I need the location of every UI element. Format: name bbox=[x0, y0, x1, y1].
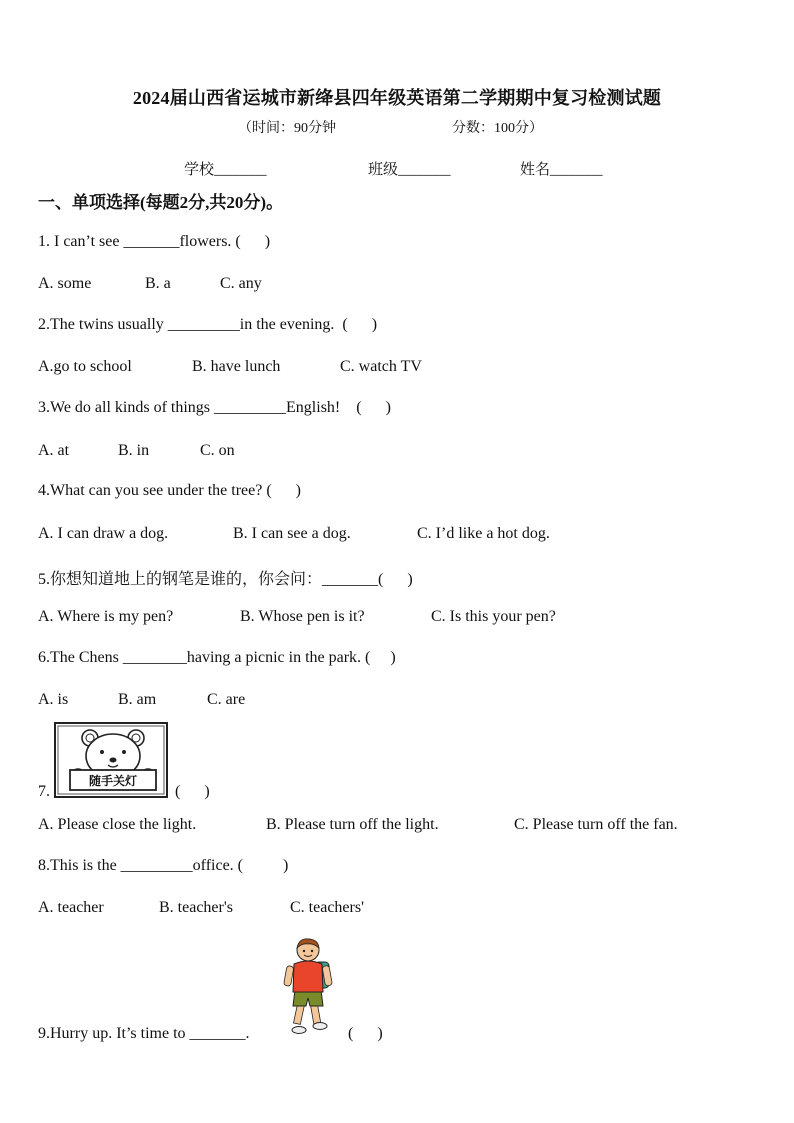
q4-option-b: B. I can see a dog. bbox=[233, 525, 351, 542]
q2-option-b: B. have lunch bbox=[192, 358, 281, 375]
q3-option-c: C. on bbox=[200, 442, 235, 459]
q1-option-b: B. a bbox=[145, 275, 171, 292]
question-7: 7. bbox=[38, 783, 50, 800]
q7-option-b: B. Please turn off the light. bbox=[266, 816, 439, 833]
turn-off-light-sign-image bbox=[54, 722, 168, 798]
q1-option-a: A. some bbox=[38, 275, 92, 292]
q6-option-c: C. are bbox=[207, 691, 246, 708]
question-9: 9.Hurry up. It’s time to _______. bbox=[38, 1025, 250, 1042]
q5-option-c: C. Is this your pen? bbox=[431, 608, 556, 625]
q3-option-a: A. at bbox=[38, 442, 70, 459]
q1-option-c: C. any bbox=[220, 275, 262, 292]
question-3: 3.We do all kinds of things _________English! ( ) bbox=[38, 399, 391, 416]
time-info: （时间：90分钟 bbox=[238, 121, 336, 136]
page-title: 2024届山西省运城市新绛县四年级英语第二学期期中复习检测试题 bbox=[132, 88, 662, 108]
q6-option-a: A. is bbox=[38, 691, 69, 708]
q2-option-a: A.go to school bbox=[38, 358, 132, 375]
question-1: 1. I can’t see _______flowers. ( ) bbox=[38, 233, 271, 250]
q7-answer-paren: ( ) bbox=[175, 783, 210, 800]
q4-option-c: C. I’d like a hot dog. bbox=[417, 525, 550, 542]
name-field: 姓名_______ bbox=[520, 162, 603, 178]
q8-option-a: A. teacher bbox=[38, 899, 104, 916]
boy-with-backpack-image bbox=[283, 936, 335, 1038]
q7-option-a: A. Please close the light. bbox=[38, 816, 197, 833]
sign-text: 随手关灯 bbox=[88, 774, 138, 788]
q6-option-b: B. am bbox=[118, 691, 157, 708]
score-info: 分数：100分） bbox=[452, 121, 543, 136]
question-8: 8.This is the _________office. ( ) bbox=[38, 857, 289, 874]
school-field: 学校_______ bbox=[184, 162, 267, 178]
q8-option-c: C. teachers' bbox=[290, 899, 364, 916]
question-2: 2.The twins usually _________in the evening. ( ) bbox=[38, 316, 378, 333]
q4-option-a: A. I can draw a dog. bbox=[38, 525, 169, 542]
question-4: 4.What can you see under the tree? ( ) bbox=[38, 482, 301, 499]
q5-option-a: A. Where is my pen? bbox=[38, 608, 174, 625]
q8-option-b: B. teacher's bbox=[159, 899, 233, 916]
question-6: 6.The Chens ________having a picnic in the park. ( ) bbox=[38, 649, 396, 666]
q3-option-b: B. in bbox=[118, 442, 150, 459]
q9-answer-paren: ( ) bbox=[348, 1025, 383, 1042]
class-field: 班级_______ bbox=[368, 162, 451, 178]
q5-option-b: B. Whose pen is it? bbox=[240, 608, 365, 625]
section-heading: 一、单项选择(每题2分,共20分)。 bbox=[38, 193, 284, 212]
q7-option-c: C. Please turn off the fan. bbox=[514, 816, 678, 833]
question-5: 5.你想知道地上的钢笔是谁的，你会问：_______( ) bbox=[38, 571, 413, 588]
q2-option-c: C. watch TV bbox=[340, 358, 422, 375]
